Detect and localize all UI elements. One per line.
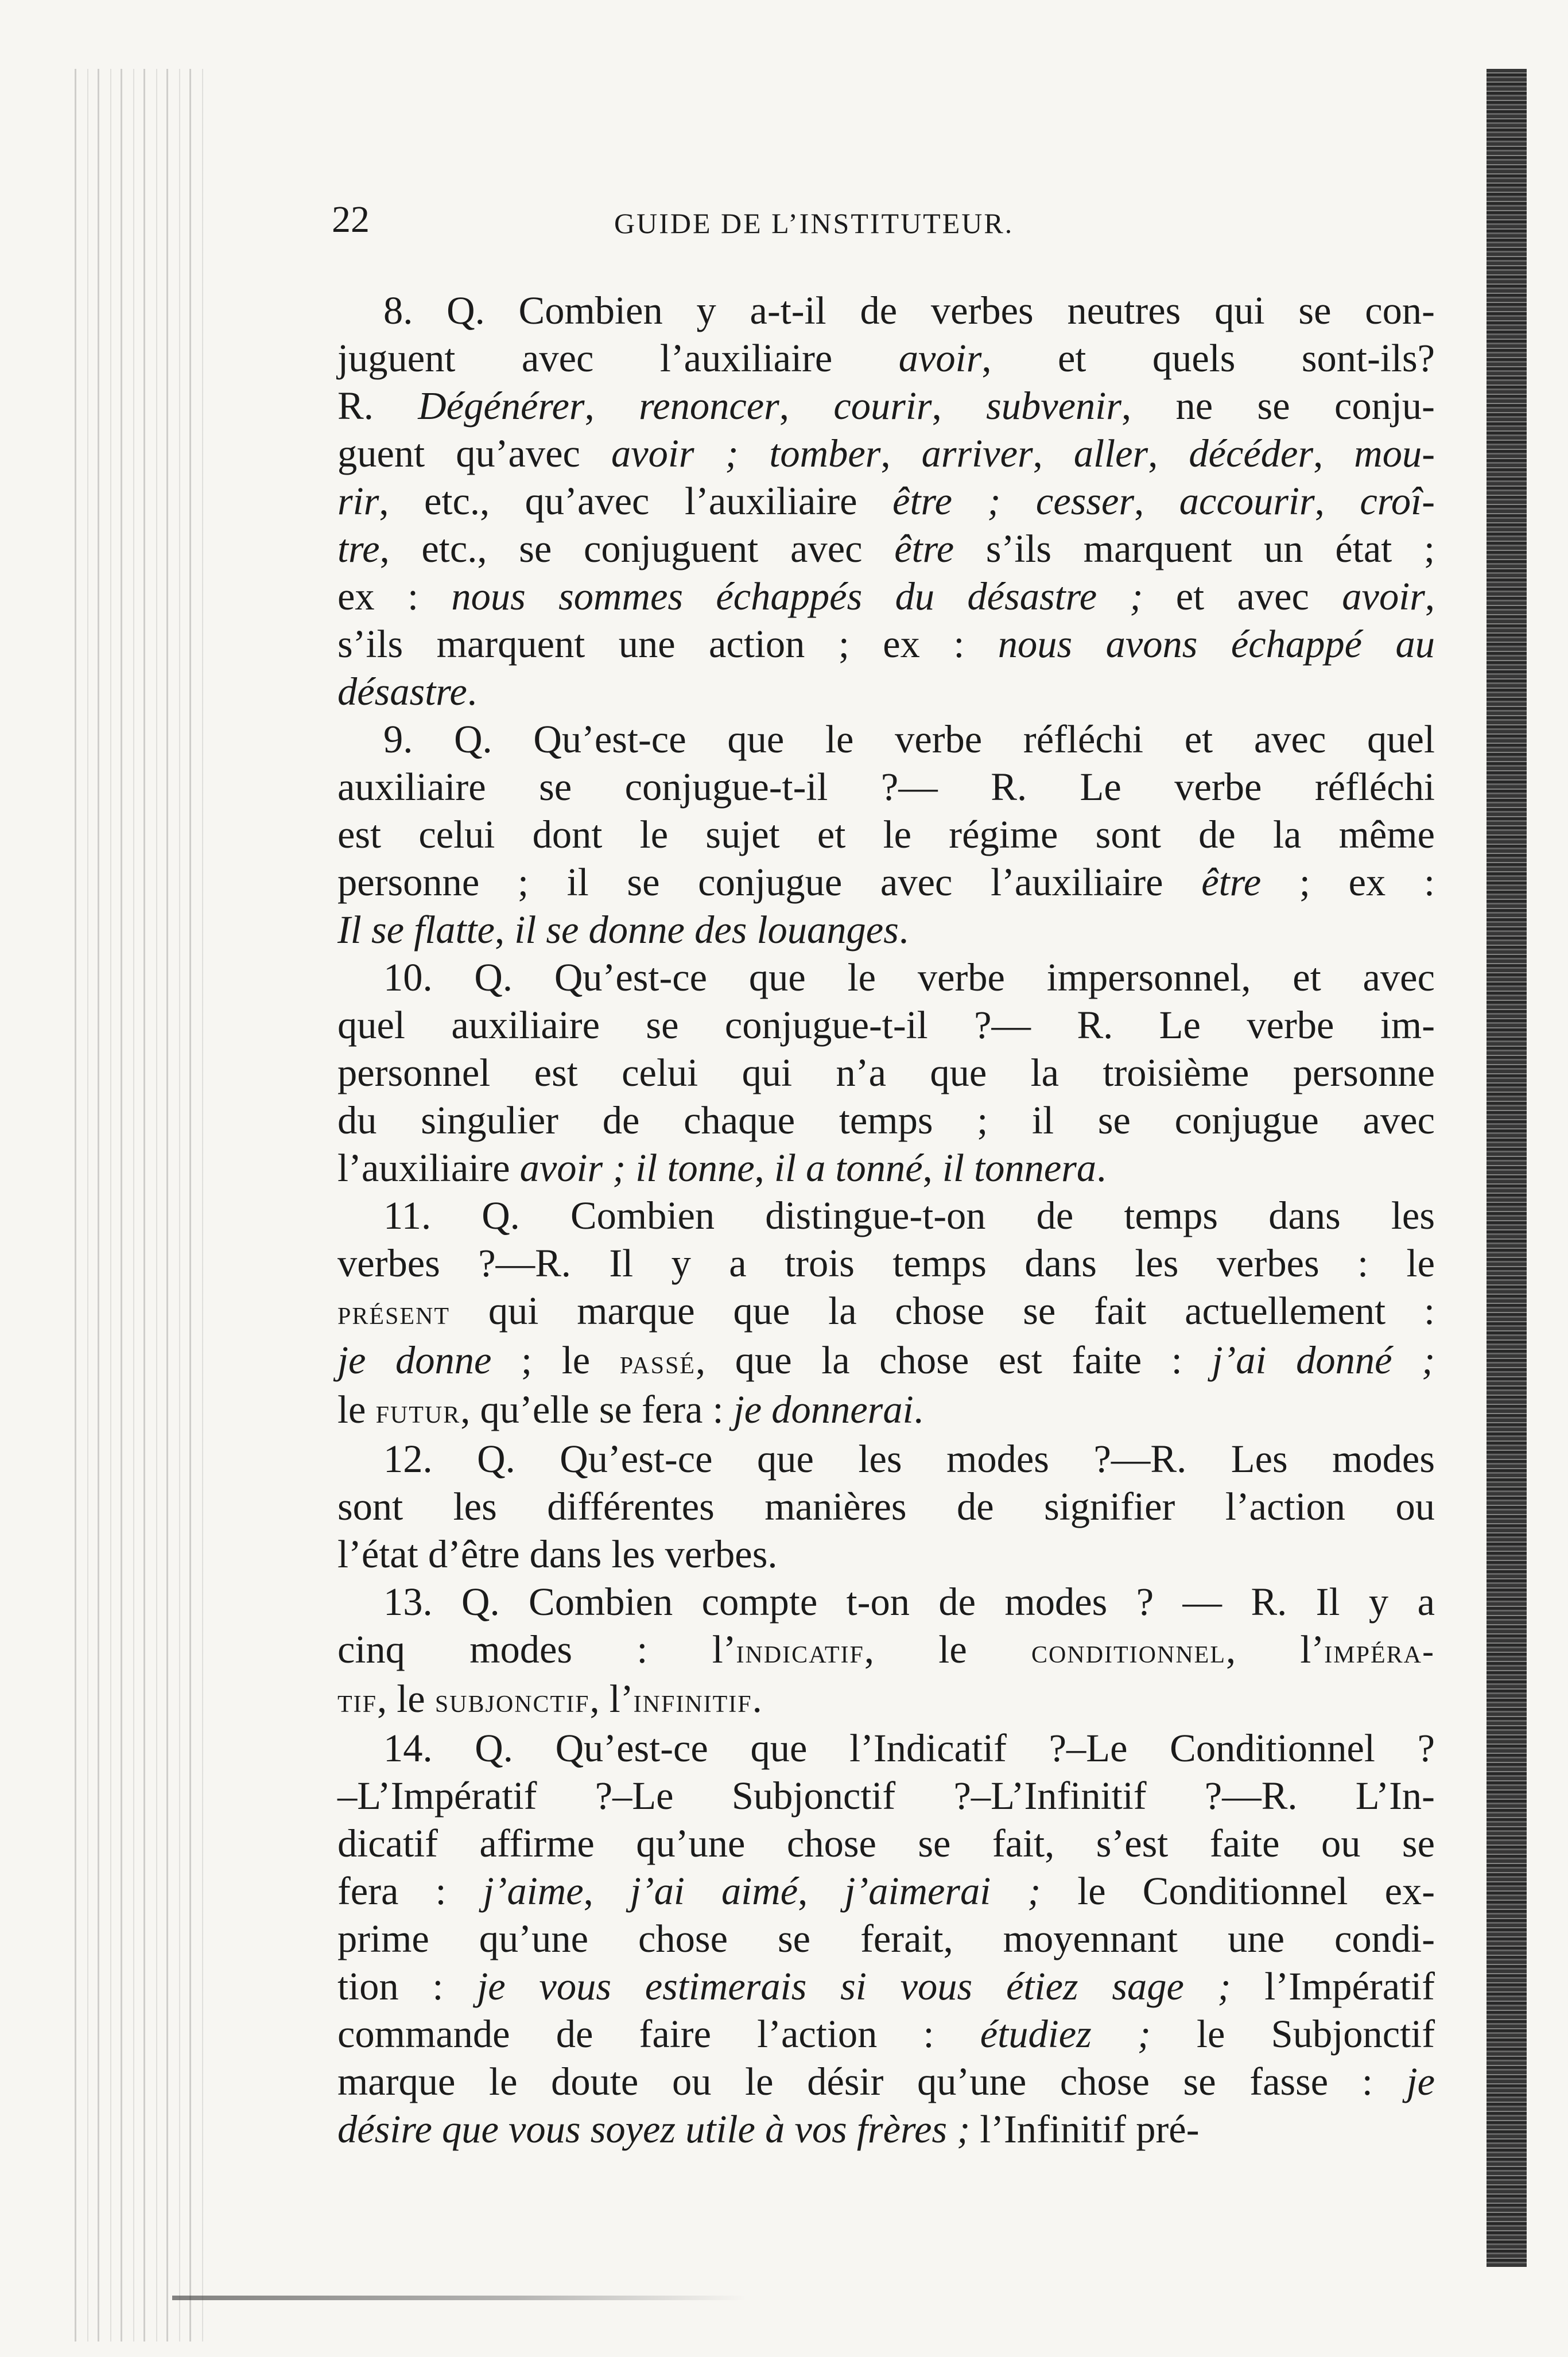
small-caps-run: futur	[375, 1392, 461, 1431]
text-run: s’ils marquent une action ; ex :	[337, 622, 998, 666]
italic-run: avoir	[1342, 574, 1425, 618]
text-line	[337, 525, 1435, 573]
text-line	[337, 811, 1435, 859]
text-line	[337, 1144, 1435, 1192]
text-run: , etc., qu’avec l’auxiliaire	[379, 479, 893, 523]
text-run: l’Impératif	[1231, 1964, 1435, 2008]
text-line	[337, 2106, 1435, 2153]
italic-run: nous avons échappé au	[998, 622, 1435, 666]
text-run: ,	[880, 432, 922, 475]
italic-run: être	[1201, 860, 1262, 904]
italic-run: renoncer	[639, 384, 779, 428]
italic-run: j’ai donné ;	[1212, 1338, 1435, 1382]
italic-run: être ; cesser	[892, 479, 1135, 523]
text-line	[337, 1675, 1435, 1725]
text-run: l’auxiliaire	[337, 1146, 520, 1190]
text-run: personne ; il se conjugue avec l’auxiliaire	[337, 860, 1202, 904]
italic-run: désire que vous soyez utile à vos frères ;	[337, 2107, 971, 2151]
text-line	[337, 1626, 1435, 1675]
italic-run: mou-	[1354, 432, 1435, 475]
text-line	[337, 1867, 1435, 1915]
running-title: GUIDE DE L’INSTITUTEUR.	[614, 207, 1014, 239]
text-run: et avec	[1143, 574, 1342, 618]
italic-run: j’aime	[483, 1869, 584, 1913]
italic-run: j’aimerai ;	[844, 1869, 1041, 1913]
small-caps-run: passé	[619, 1343, 696, 1381]
italic-run: il a tonné	[774, 1146, 923, 1190]
italic-run: subvenir	[986, 384, 1121, 428]
italic-run: croî-	[1360, 479, 1435, 523]
italic-run: j’ai aimé	[630, 1869, 798, 1913]
text-run: , l’	[589, 1677, 634, 1721]
text-run: dicatif affirme qu’une chose se fait, s’est faite ou se	[337, 1822, 1435, 1865]
text-line	[337, 2058, 1435, 2106]
text-run: marque le doute ou le désir qu’une chose se fasse :	[337, 2060, 1407, 2103]
text-run: l’Infinitif pré-	[970, 2107, 1200, 2151]
italic-run: Dégénérer	[418, 384, 585, 428]
text-run: ,	[584, 384, 639, 428]
text-run: l’état d’être dans les verbes.	[337, 1532, 778, 1576]
text-run: commande de faire l’action :	[337, 2012, 980, 2056]
text-run: –L’Impératif ?–Le Subjonctif ?–L’Infinitif ?—R. L’In-	[337, 1774, 1435, 1818]
text-line	[337, 1725, 1435, 1772]
text-run: le Subjonctif	[1150, 2012, 1435, 2056]
text-line	[337, 573, 1435, 620]
text-run: , qu’elle se fera :	[460, 1388, 733, 1431]
italic-run: décéder	[1189, 432, 1314, 475]
text-line	[337, 382, 1435, 430]
text-run: ,	[583, 1869, 630, 1913]
small-caps-run: tif	[337, 1682, 377, 1720]
small-caps-run: infinitif	[633, 1682, 752, 1720]
italic-run: avoir ; tomber	[611, 432, 881, 475]
text-run: personnel est celui qui n’a que la troisième personne	[337, 1051, 1435, 1094]
italic-run: il se donne des louanges	[514, 908, 899, 952]
text-run: ,	[1134, 479, 1179, 523]
text-run: .	[752, 1677, 762, 1721]
text-run: verbes ?—R. Il y a trois temps dans les verbes : le	[337, 1241, 1435, 1285]
text-run: ,	[932, 384, 987, 428]
text-line	[337, 335, 1435, 382]
text-run: ,	[922, 1146, 942, 1190]
page-bottom-edge	[172, 2296, 746, 2300]
text-line	[337, 668, 1435, 716]
text-run: , le	[864, 1628, 1032, 1671]
text-run: auxiliaire se conjugue-t-il ?— R. Le verbe réfléchi	[337, 765, 1435, 809]
text-line	[337, 906, 1435, 954]
italic-run: Il se flatte	[337, 908, 495, 952]
text-line	[337, 763, 1435, 811]
italic-run: aller	[1073, 432, 1148, 475]
italic-run: désastre	[337, 670, 467, 713]
text-run: du singulier de chaque temps ; il se conjugue avec	[337, 1098, 1435, 1142]
text-run: ,	[1033, 432, 1074, 475]
text-run: , que la chose est faite :	[695, 1338, 1212, 1382]
text-line	[337, 716, 1435, 763]
text-run: .	[913, 1388, 923, 1431]
small-caps-run: impéra-	[1324, 1632, 1435, 1671]
text-run: , et quels sont-ils?	[981, 336, 1435, 380]
text-run: 9. Q. Qu’est-ce que le verbe réfléchi et avec quel	[383, 717, 1435, 761]
text-run: , l’	[1225, 1628, 1325, 1671]
text-run: le	[337, 1388, 376, 1431]
text-run: quel auxiliaire se conjugue-t-il ?— R. Le verbe im-	[337, 1003, 1435, 1047]
text-run: est celui dont le sujet et le régime sont de la même	[337, 813, 1435, 856]
small-caps-run: conditionnel	[1031, 1632, 1226, 1671]
text-run: ,	[1313, 432, 1354, 475]
text-line	[337, 1915, 1435, 1963]
text-run: ,	[1425, 574, 1435, 618]
text-run: fera :	[337, 1869, 483, 1913]
text-line	[337, 1097, 1435, 1144]
text-line	[337, 1386, 1435, 1435]
italic-run: étudiez ;	[980, 2012, 1151, 2056]
text-run: ,	[494, 908, 515, 952]
text-line	[337, 1578, 1435, 1626]
text-run: 8. Q. Combien y a-t-il de verbes neutres qui se con-	[383, 289, 1435, 332]
text-line	[337, 1001, 1435, 1049]
text-run: le Conditionnel ex-	[1041, 1869, 1435, 1913]
text-run: sont les différentes manières de signifier l’action ou	[337, 1485, 1435, 1528]
italic-run: je donne	[337, 1338, 492, 1382]
text-line	[337, 430, 1435, 477]
text-run: prime qu’une chose se ferait, moyennant une condi-	[337, 1917, 1435, 1960]
text-run: 11. Q. Combien distingue-t-on de temps dans les	[383, 1194, 1435, 1237]
page-number: 22	[332, 199, 370, 240]
text-line	[337, 477, 1435, 525]
small-caps-run: présent	[337, 1294, 451, 1332]
small-caps-run: subjonctif	[434, 1682, 590, 1720]
text-run: .	[898, 908, 909, 952]
body-text	[337, 287, 1435, 2153]
text-line	[337, 1483, 1435, 1531]
text-run: R.	[337, 384, 418, 428]
text-line	[337, 287, 1435, 335]
text-run: s’ils marquent un état ;	[954, 527, 1435, 570]
small-caps-run: indicatif	[736, 1632, 864, 1671]
text-run: ,	[754, 1146, 774, 1190]
text-run: ex :	[337, 574, 452, 618]
text-line	[337, 859, 1435, 906]
italic-run: arriver	[921, 432, 1033, 475]
italic-run: être	[894, 527, 954, 570]
text-run: ,	[1314, 479, 1360, 523]
text-line	[337, 1192, 1435, 1240]
text-run: , etc., se conjuguent avec	[379, 527, 895, 570]
page-binding-edge	[75, 69, 212, 2342]
italic-run: je	[1406, 2060, 1435, 2103]
text-line	[337, 1049, 1435, 1097]
text-line	[337, 1820, 1435, 1867]
text-run: ; le	[491, 1338, 620, 1382]
italic-run: accourir	[1179, 479, 1315, 523]
text-line	[337, 1287, 1435, 1337]
text-run: qui marque que la chose se fait actuellement :	[450, 1289, 1435, 1333]
italic-run: je donnerai	[733, 1388, 914, 1431]
text-run: .	[467, 670, 477, 713]
italic-run: courir	[833, 384, 932, 428]
text-run: juguent avec l’auxiliaire	[337, 336, 899, 380]
text-line	[337, 1963, 1435, 2010]
page-fore-edge	[1487, 69, 1527, 2267]
italic-run: avoir ; il tonne	[519, 1146, 755, 1190]
text-line	[337, 1337, 1435, 1386]
text-line	[337, 1531, 1435, 1578]
text-line	[337, 620, 1435, 668]
text-line	[337, 1435, 1435, 1483]
text-run: tion :	[337, 1964, 478, 2008]
text-run: 13. Q. Combien compte t-on de modes ? — R. Il y a	[383, 1580, 1435, 1624]
text-run: ; ex :	[1261, 860, 1435, 904]
text-run: , le	[377, 1677, 435, 1721]
text-line	[337, 2010, 1435, 2058]
text-line	[337, 1772, 1435, 1820]
italic-run: nous sommes échappés du désastre ;	[451, 574, 1143, 618]
text-run: ,	[1148, 432, 1189, 475]
italic-run: avoir	[898, 336, 982, 380]
italic-run: rir	[337, 479, 379, 523]
text-line	[337, 1240, 1435, 1287]
text-run: ,	[779, 384, 834, 428]
text-run: , ne se conju-	[1121, 384, 1435, 428]
italic-run: tre	[337, 527, 380, 570]
text-run: ,	[798, 1869, 845, 1913]
text-run: cinq modes : l’	[337, 1628, 736, 1671]
text-run: 10. Q. Qu’est-ce que le verbe impersonnel, et avec	[383, 956, 1435, 999]
text-run: .	[1096, 1146, 1107, 1190]
italic-run: il tonnera	[942, 1146, 1097, 1190]
text-run: guent qu’avec	[337, 432, 611, 475]
italic-run: je vous estimerais si vous étiez sage ;	[477, 1964, 1231, 2008]
text-run: 14. Q. Qu’est-ce que l’Indicatif ?–Le Conditionnel ?	[383, 1726, 1435, 1770]
text-line	[337, 954, 1435, 1001]
text-run: 12. Q. Qu’est-ce que les modes ?—R. Les modes	[383, 1437, 1435, 1481]
